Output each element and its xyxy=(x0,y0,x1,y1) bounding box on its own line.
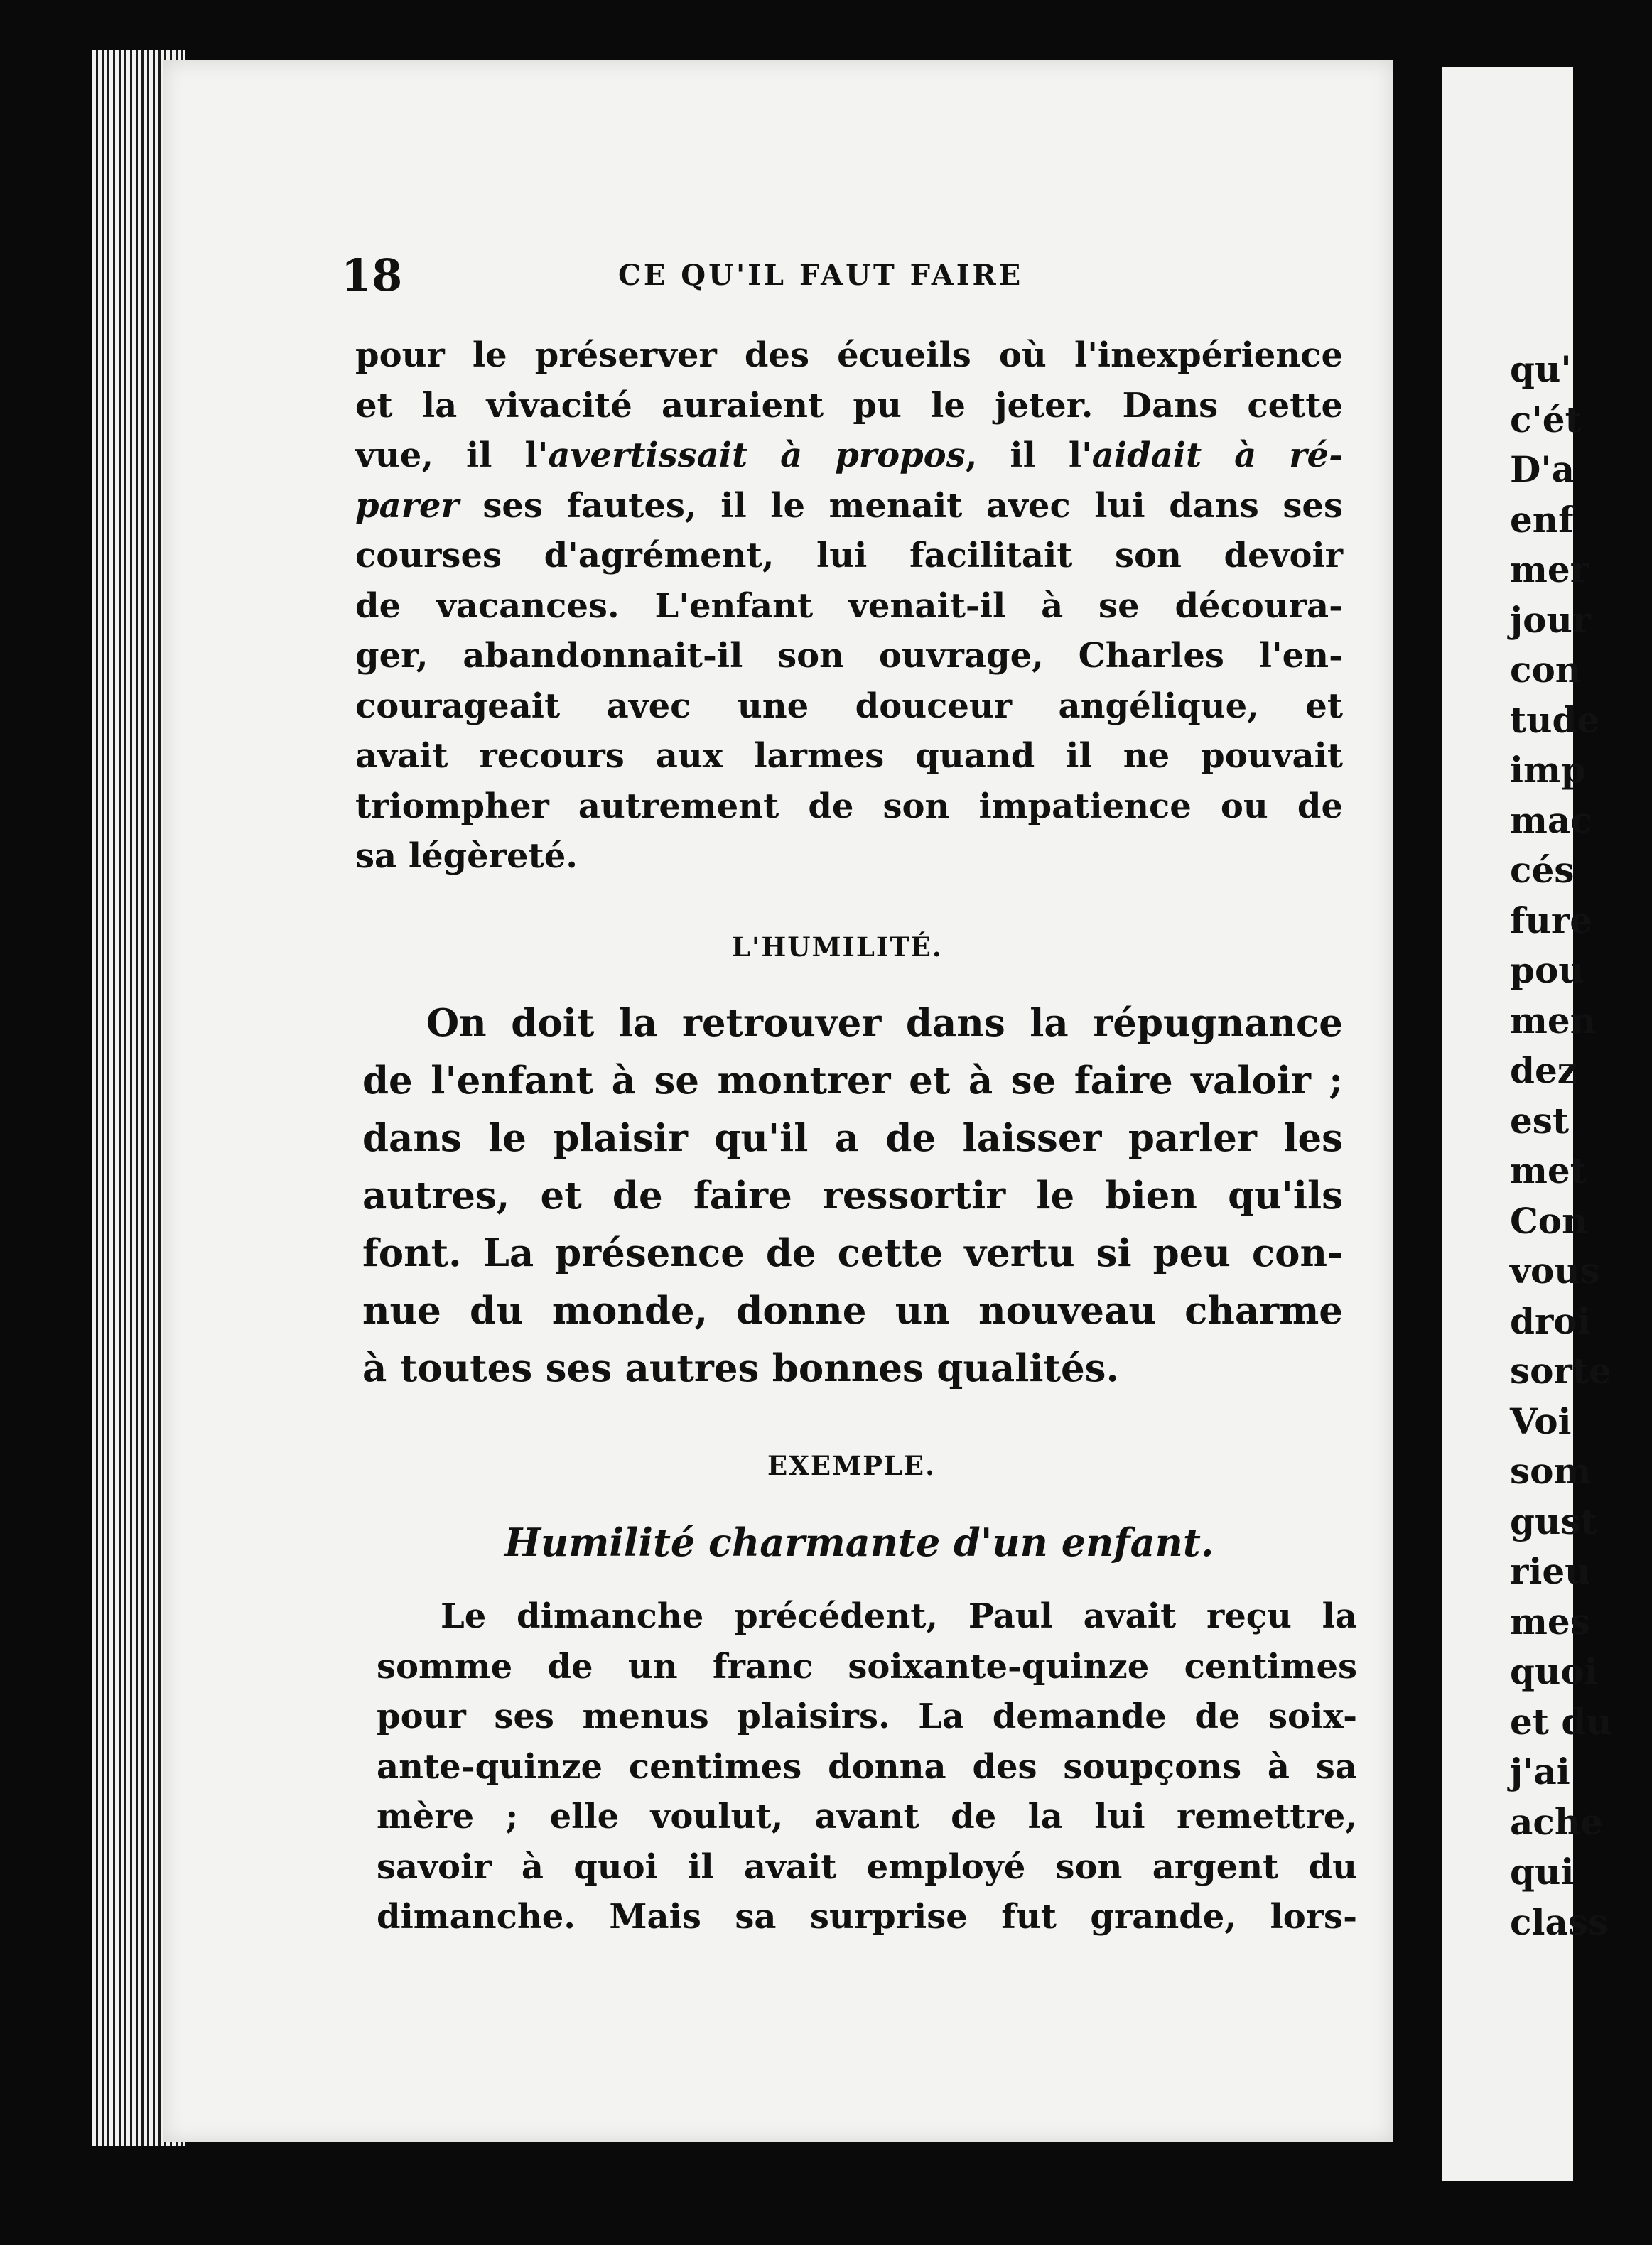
text-line: Le dimanche précédent, Paul avait reçu la xyxy=(441,1596,1357,1636)
next-page-fragment: gust xyxy=(1510,1500,1597,1542)
text-line: pour le préserver des écueils où l'inexpérience xyxy=(355,335,1343,375)
next-page-fragment: mes xyxy=(1510,1600,1590,1643)
text-line: font. La présence de cette vertu si peu con- xyxy=(362,1231,1343,1275)
next-page-fragment: mer xyxy=(1510,548,1589,590)
text-line: sa légèreté. xyxy=(355,836,578,876)
text-line: et la vivacité auraient pu le jeter. Dans cette xyxy=(355,385,1343,426)
paragraph-1 xyxy=(355,330,1343,882)
text-line: ante-quinze centimes donna des soupçons à sa xyxy=(377,1746,1357,1787)
next-page-fragment: enf xyxy=(1510,498,1574,541)
next-page-fragment: cés xyxy=(1510,849,1575,891)
page-number: 18 xyxy=(341,249,403,301)
paragraph-2 xyxy=(362,995,1343,1397)
example-title: Humilité charmante d'un enfant. xyxy=(504,1520,1214,1565)
text-line: dans le plaisir qu'il a de laisser parler les xyxy=(362,1116,1343,1160)
next-page-fragment: c'ét xyxy=(1510,398,1582,440)
next-page-fragment: rieu xyxy=(1510,1550,1591,1592)
next-page-fragment: D'a xyxy=(1510,448,1575,490)
next-page-fragment: class xyxy=(1510,1900,1609,1943)
running-head: CE QU'IL FAUT FAIRE xyxy=(618,259,1024,292)
section-heading: L'HUMILITÉ. xyxy=(732,931,943,963)
next-page-fragment: jour xyxy=(1510,598,1592,641)
next-page-fragment: som xyxy=(1510,1450,1592,1492)
next-page-fragment: con xyxy=(1510,649,1582,691)
text-line xyxy=(355,481,1343,531)
text-line: mère ; elle voulut, avant de la lui remettre, xyxy=(377,1797,1357,1836)
next-page-fragment: droi xyxy=(1510,1299,1591,1342)
next-page-fragment: quoi xyxy=(1510,1650,1598,1692)
text-line: nue du monde, donne un nouveau charme xyxy=(362,1289,1343,1333)
text-line: somme de un franc soixante-quinze centimes xyxy=(377,1646,1357,1687)
next-page-fragment: mac xyxy=(1510,799,1592,841)
text-run: , il l' xyxy=(965,436,1092,475)
text-line: triompher autrement de son impatience ou de xyxy=(355,786,1343,826)
next-page-fragment: et du xyxy=(1510,1700,1612,1743)
text-line: courses d'agrément, lui facilitait son devoir xyxy=(355,536,1343,575)
next-page-fragment: vous xyxy=(1510,1250,1600,1292)
page-header xyxy=(341,247,1350,304)
next-page-fragment: qu' xyxy=(1510,348,1572,390)
text-line: courageait avec une douceur angélique, et xyxy=(355,686,1343,726)
italic-run: parer xyxy=(355,485,459,526)
text-line: ger, abandonnait-il son ouvrage, Charles l'en- xyxy=(355,636,1343,676)
next-page-fragment: men xyxy=(1510,999,1597,1042)
next-page-fragment: ache xyxy=(1510,1800,1604,1843)
next-page-fragment: qui xyxy=(1510,1851,1575,1893)
next-page-fragment: est xyxy=(1510,1099,1570,1142)
text-line: à toutes ses autres bonnes qualités. xyxy=(362,1346,1119,1390)
next-page-fragment: sorte xyxy=(1510,1350,1611,1392)
text-line xyxy=(355,431,1343,481)
next-page-fragment: pou xyxy=(1510,949,1584,991)
next-page-fragment: met xyxy=(1510,1149,1587,1191)
next-page-fragment: imp xyxy=(1510,749,1586,791)
text-line: autres, et de faire ressortir le bien qu'ils xyxy=(362,1174,1343,1218)
example-heading: EXEMPLE. xyxy=(767,1450,936,1481)
paragraph-3 xyxy=(377,1591,1357,1942)
next-page-sliver xyxy=(1442,67,1612,2181)
next-page-fragment: Voi xyxy=(1510,1400,1572,1442)
text-line: avait recours aux larmes quand il ne pouvait xyxy=(355,736,1343,776)
text-run: ses fautes, il le menait avec lui dans ses xyxy=(458,485,1343,526)
text-run: vue, il l' xyxy=(355,436,549,475)
text-line: dimanche. Mais sa surprise fut grande, lors- xyxy=(377,1897,1357,1937)
next-page-fragment: j'ai xyxy=(1510,1751,1570,1792)
text-line: On doit la retrouver dans la répugnance xyxy=(426,1001,1343,1045)
text-line: savoir à quoi il avait employé son argent du xyxy=(377,1846,1357,1887)
next-page-fragment: dez xyxy=(1510,1049,1578,1091)
next-page-fragment: Con xyxy=(1510,1199,1588,1242)
italic-run: aidait à ré- xyxy=(1091,436,1344,475)
italic-run: avertissait à propos xyxy=(548,436,966,475)
text-line: de vacances. L'enfant venait-il à se découra- xyxy=(355,585,1343,626)
text-line: de l'enfant à se montrer et à se faire valoir ; xyxy=(362,1059,1343,1103)
next-page-fragment: tude xyxy=(1510,698,1600,741)
text-line: pour ses menus plaisirs. La demande de soix- xyxy=(377,1697,1357,1736)
next-page-fragment: fure xyxy=(1510,899,1593,941)
